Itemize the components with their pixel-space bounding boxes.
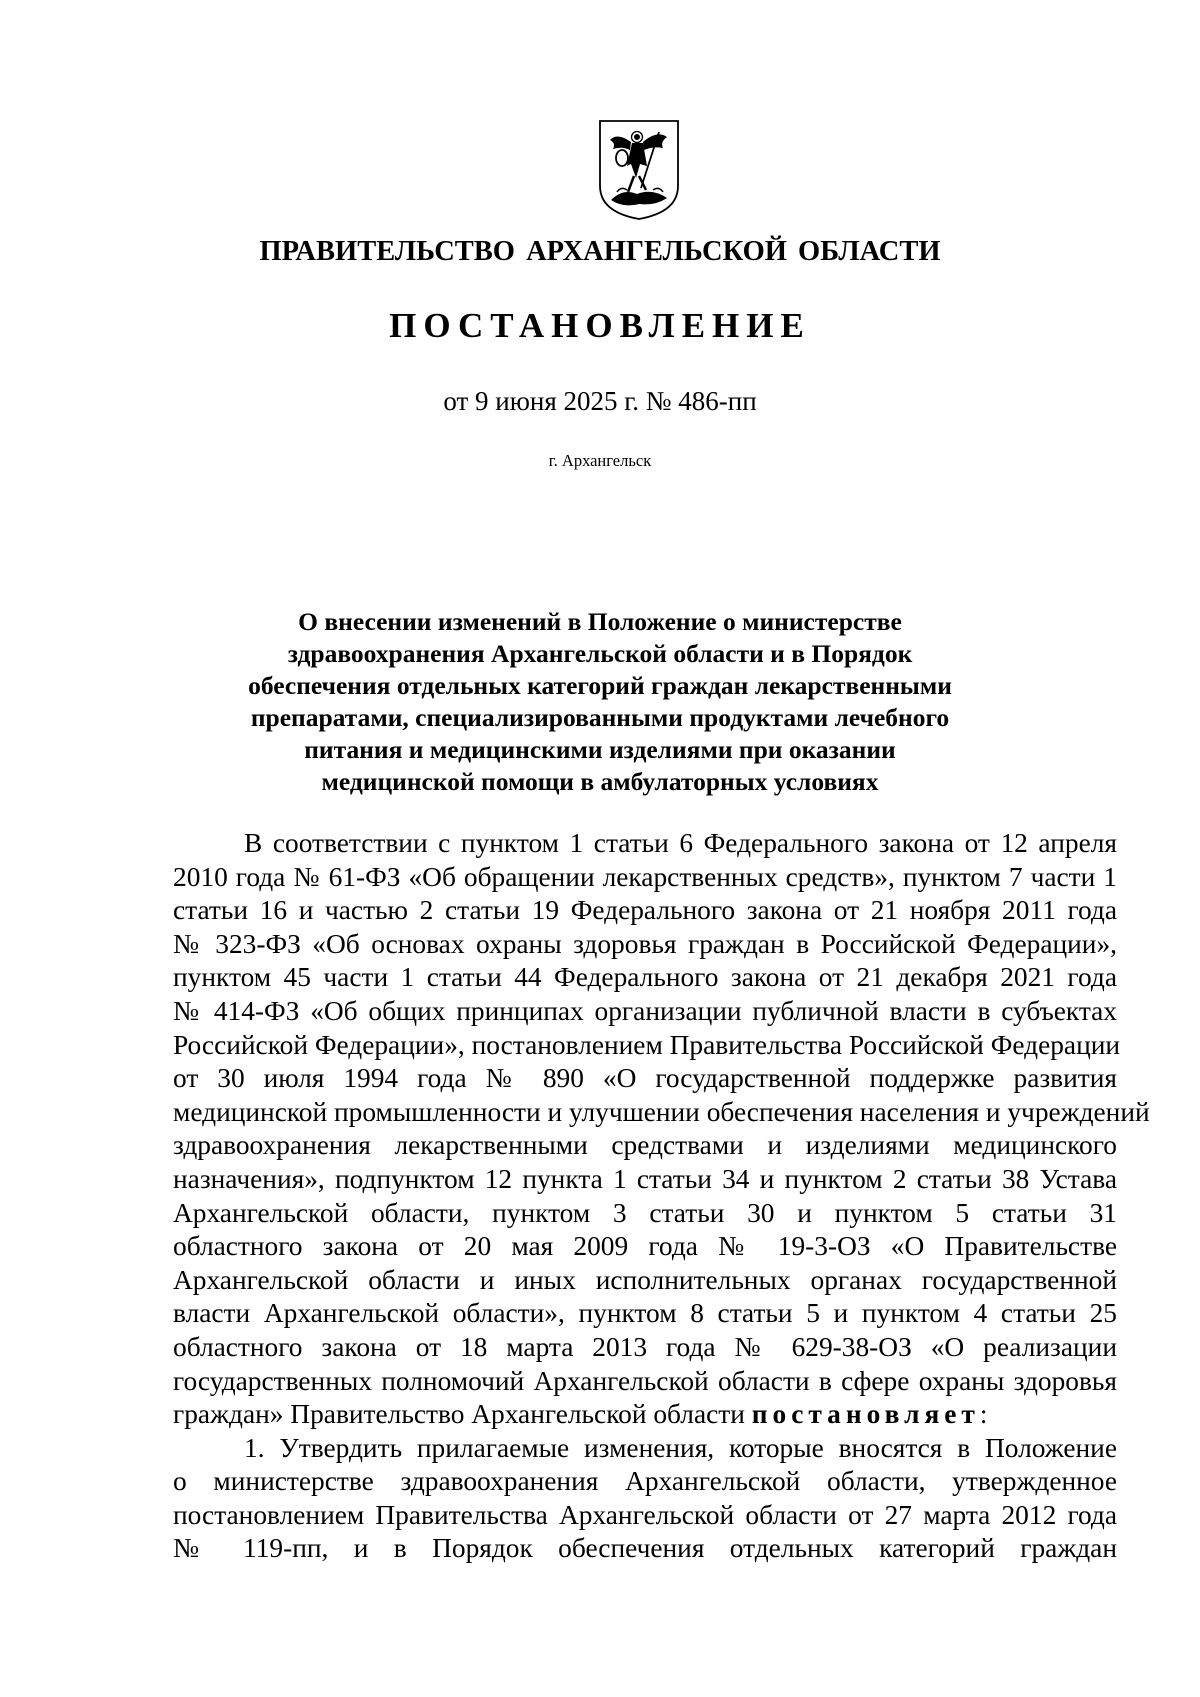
preamble-line: областного закона от 20 мая 2009 года № 19-3-ОЗ «О Правительстве [173, 1231, 1117, 1262]
preamble-line: № 414-ФЗ «Об общих принципах организации публичной власти в субъектах [173, 995, 1117, 1026]
preamble-line: В соответствии с пунктом 1 статьи 6 Федерального закона от 12 апреля [244, 828, 1117, 858]
preamble-line: 2010 года № 61-ФЗ «Об обращении лекарственных средств», пунктом 7 части 1 [173, 861, 1117, 892]
document-body [173, 827, 1150, 1566]
preamble-line: назначения», подпунктом 12 пункта 1 статьи 34 и пунктом 2 статьи 38 Устава [173, 1163, 1117, 1194]
subject-line: О внесении изменений в Положение о министерстве [298, 607, 902, 636]
government-name: ПРАВИТЕЛЬСТВО АРХАНГЕЛЬСКОЙ ОБЛАСТИ [259, 236, 941, 267]
subject-line: здравоохранения Архангельской области и в Порядок [287, 639, 913, 668]
document-city: г. Архангельск [548, 451, 652, 470]
operative-colon: : [979, 1399, 988, 1430]
document-date-number: от 9 июня 2025 г. № 486-пп [443, 386, 757, 416]
item-line: 1. Утвердить прилагаемые изменения, которые вносятся в Положение [244, 1432, 1117, 1463]
preamble-line: статьи 16 и частью 2 статьи 19 Федерального закона от 21 ноября 2011 года [173, 895, 1117, 926]
item-line: о министерстве здравоохранения Архангельской области, утвержденное [173, 1466, 1117, 1497]
coat-of-arms-emblem [597, 118, 681, 222]
preamble-line: Архангельской области и иных исполнительных органах государственной [173, 1264, 1117, 1295]
preamble-line: здравоохранения лекарственными средствами и изделиями медицинского [173, 1130, 1117, 1161]
preamble-line: № 323-ФЗ «Об основах охраны здоровья граждан в Российской Федерации», [173, 928, 1117, 959]
operative-word: постановляет [751, 1399, 980, 1430]
preamble-last-line [173, 1398, 1117, 1432]
subject-line: медицинской помощи в амбулаторных условиях [321, 767, 879, 796]
preamble-line: областного закона от 18 марта 2013 года № 629-38-ОЗ «О реализации [173, 1331, 1117, 1362]
preamble-last-text: граждан» Правительство Архангельской области [173, 1399, 752, 1430]
preamble-line: медицинской промышленности и улучшении обеспечения населения и учреждений [173, 1096, 1150, 1127]
subject-line: обеспечения отдельных категорий граждан лекарственными [248, 671, 952, 700]
preamble-line: государственных полномочий Архангельской области в сфере охраны здоровья [173, 1365, 1117, 1396]
item-line: постановлением Правительства Архангельской области от 27 марта 2012 года [173, 1499, 1117, 1530]
preamble-line: пунктом 45 части 1 статьи 44 Федерального закона от 21 декабря 2021 года [173, 962, 1117, 993]
subject-line: питания и медицинскими изделиями при оказании [304, 735, 896, 764]
subject-line: препаратами, специализированными продуктами лечебного [250, 703, 950, 732]
document-subject [235, 606, 965, 798]
item-line: № 119-пп, и в Порядок обеспечения отдельных категорий граждан [173, 1533, 1117, 1564]
document-kind: ПОСТАНОВЛЕНИЕ [389, 306, 811, 345]
preamble-line: власти Архангельской области», пунктом 8 статьи 5 и пунктом 4 статьи 25 [173, 1298, 1117, 1329]
preamble-line: Архангельской области, пунктом 3 статьи 30 и пунктом 5 статьи 31 [173, 1197, 1117, 1228]
preamble-line: от 30 июля 1994 года № 890 «О государственной поддержке развития [173, 1063, 1117, 1094]
preamble-line: Российской Федерации», постановлением Правительства Российской Федерации [173, 1029, 1121, 1060]
